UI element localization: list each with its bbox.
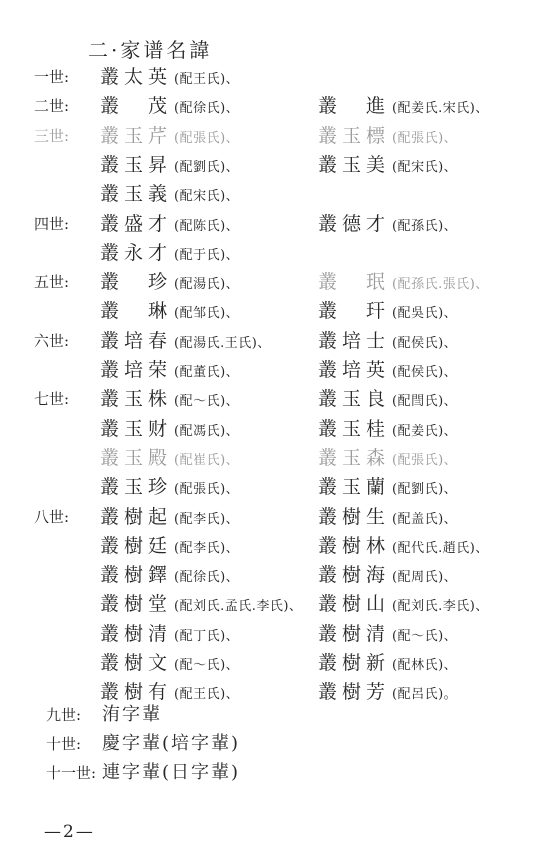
spouse-note: (配～氏)、 bbox=[392, 628, 458, 644]
person-name: 叢樹鐸 bbox=[100, 564, 173, 587]
left-person bbox=[100, 62, 239, 89]
person-name: 叢 茂 bbox=[100, 95, 173, 118]
left-person bbox=[100, 296, 239, 323]
spouse-note: (配張氏)、 bbox=[174, 130, 240, 146]
left-person bbox=[100, 648, 239, 675]
right-person bbox=[318, 414, 457, 441]
person-name: 叢樹堂 bbox=[100, 593, 173, 616]
generation-label: 十一世: bbox=[46, 764, 97, 782]
person-name: 叢 玕 bbox=[318, 300, 391, 323]
generation-row bbox=[0, 472, 547, 500]
person-name: 叢培英 bbox=[318, 359, 391, 381]
generation-row bbox=[0, 91, 547, 119]
left-person bbox=[100, 209, 239, 236]
person-name: 叢樹文 bbox=[100, 652, 173, 674]
spouse-note: (配林氏)、 bbox=[392, 658, 458, 673]
spouse-note: (配湯氏)、 bbox=[174, 277, 240, 293]
right-person bbox=[318, 296, 457, 323]
generation-row bbox=[0, 326, 547, 354]
left-person bbox=[100, 414, 239, 441]
generation-name-pattern: 洧字輩 bbox=[102, 704, 162, 725]
person-name: 叢玉株 bbox=[100, 388, 173, 411]
page-number: —2— bbox=[44, 822, 95, 842]
right-person bbox=[318, 150, 457, 177]
left-person bbox=[100, 150, 239, 177]
generation-row bbox=[0, 502, 547, 530]
spouse-note: (配董氏)、 bbox=[174, 365, 240, 380]
person-name: 叢玉森 bbox=[318, 446, 391, 469]
person-name: 叢樹廷 bbox=[100, 534, 173, 557]
spouse-note: (配徐氏)、 bbox=[174, 570, 240, 586]
left-person bbox=[100, 619, 239, 646]
right-person bbox=[318, 677, 457, 704]
spouse-note: (配張氏)、 bbox=[392, 452, 458, 468]
spouse-note: (配姜氏.宋氏)、 bbox=[392, 101, 489, 117]
right-person bbox=[318, 209, 457, 236]
person-name: 叢樹芳 bbox=[318, 681, 391, 704]
spouse-note: (配徐氏)、 bbox=[174, 101, 240, 117]
person-name: 叢 琳 bbox=[100, 300, 173, 323]
right-person bbox=[318, 472, 457, 499]
right-person bbox=[318, 267, 489, 294]
generation-row bbox=[0, 62, 547, 90]
left-person bbox=[100, 91, 239, 118]
person-name: 叢玉珍 bbox=[100, 476, 173, 499]
left-person bbox=[100, 443, 239, 470]
right-person bbox=[318, 648, 457, 675]
spouse-note: (配湯氏.王氏)、 bbox=[174, 335, 271, 351]
left-person bbox=[100, 121, 239, 148]
person-name: 叢樹清 bbox=[318, 622, 391, 645]
person-name: 叢玉標 bbox=[318, 124, 391, 147]
generation-label: 七世: bbox=[34, 390, 70, 409]
person-name: 叢德才 bbox=[318, 212, 391, 235]
generation-row bbox=[0, 209, 547, 237]
generation-label: 八世: bbox=[34, 507, 70, 526]
spouse-note: (配孫氏)、 bbox=[392, 218, 458, 234]
person-name: 叢永才 bbox=[100, 241, 173, 264]
right-person bbox=[318, 121, 457, 148]
right-person bbox=[318, 443, 457, 470]
person-name: 叢玉良 bbox=[318, 388, 391, 411]
spouse-note: (配侯氏)、 bbox=[392, 365, 458, 380]
generation-row bbox=[0, 267, 547, 295]
generation-row bbox=[0, 589, 547, 617]
spouse-note: (配李氏)、 bbox=[174, 540, 240, 556]
spouse-note: (配劉氏)、 bbox=[174, 159, 240, 175]
right-person bbox=[318, 384, 457, 411]
person-name: 叢玉芹 bbox=[100, 124, 173, 147]
spouse-note: (配張氏)、 bbox=[174, 482, 240, 498]
left-person bbox=[100, 560, 239, 587]
right-person bbox=[318, 619, 457, 646]
spouse-note: (配丁氏)、 bbox=[174, 628, 240, 644]
person-name: 叢培春 bbox=[100, 329, 173, 352]
generation-label: 九世: bbox=[46, 706, 82, 724]
person-name: 叢樹清 bbox=[100, 622, 173, 645]
generation-row bbox=[0, 384, 547, 412]
generation-row bbox=[0, 648, 547, 676]
generation-row bbox=[0, 150, 547, 178]
generation-row bbox=[0, 443, 547, 471]
generation-label: 五世: bbox=[34, 273, 70, 292]
right-person bbox=[318, 91, 489, 118]
spouse-note: (配崔氏)、 bbox=[174, 452, 240, 468]
spouse-note: (配王氏)、 bbox=[174, 687, 240, 703]
generation-label: 十世: bbox=[46, 735, 82, 753]
left-person bbox=[100, 589, 302, 616]
person-name: 叢玉蘭 bbox=[318, 476, 391, 499]
page-title: 二·家谱名諱 bbox=[88, 38, 213, 62]
right-person bbox=[318, 502, 457, 529]
spouse-note: (配王氏)、 bbox=[174, 72, 240, 87]
right-person bbox=[318, 560, 457, 587]
person-name: 叢 進 bbox=[318, 95, 391, 118]
left-person bbox=[100, 384, 239, 411]
left-person bbox=[100, 502, 239, 529]
spouse-note: (配陈氏)、 bbox=[174, 218, 240, 234]
spouse-note: (配盖氏)、 bbox=[392, 511, 458, 527]
left-person bbox=[100, 326, 271, 353]
right-person bbox=[318, 355, 457, 382]
person-name: 叢玉财 bbox=[100, 417, 173, 440]
person-name: 叢樹新 bbox=[318, 652, 391, 674]
generation-label: 六世: bbox=[34, 331, 70, 350]
person-name: 叢培荣 bbox=[100, 359, 173, 381]
generation-row bbox=[0, 238, 547, 266]
spouse-note: (配于氏)、 bbox=[174, 247, 240, 263]
spouse-note: (配吳氏)、 bbox=[392, 306, 458, 322]
left-person bbox=[100, 472, 239, 499]
spouse-note: (配孫氏.張氏)、 bbox=[392, 277, 489, 293]
spouse-note: (配李氏)、 bbox=[174, 511, 240, 527]
person-name: 叢樹山 bbox=[318, 593, 391, 616]
spouse-note: (配刘氏.孟氏.李氏)、 bbox=[174, 599, 303, 615]
spouse-note: (配閆氏)、 bbox=[392, 394, 458, 410]
spouse-note: (配宋氏)、 bbox=[174, 189, 240, 205]
spouse-note: (配侯氏)、 bbox=[392, 335, 458, 351]
person-name: 叢玉昇 bbox=[100, 153, 173, 176]
left-person bbox=[100, 179, 239, 206]
person-name: 叢太英 bbox=[100, 66, 173, 88]
generation-row bbox=[0, 531, 547, 559]
spouse-note: (配宋氏)、 bbox=[392, 159, 458, 175]
generation-label: 二世: bbox=[34, 97, 70, 116]
right-person bbox=[318, 326, 457, 353]
person-name: 叢 珉 bbox=[318, 271, 391, 294]
person-name: 叢樹海 bbox=[318, 564, 391, 587]
right-person bbox=[318, 531, 489, 558]
generation-row bbox=[0, 121, 547, 149]
generation-label: 一世: bbox=[34, 68, 70, 86]
generation-label: 三世: bbox=[34, 126, 70, 145]
generation-name-pattern: 連字輩(日字輩) bbox=[102, 762, 241, 783]
generation-row bbox=[0, 296, 547, 324]
spouse-note: (配姜氏)、 bbox=[392, 423, 458, 439]
spouse-note: (配周氏)、 bbox=[392, 570, 458, 586]
spouse-note: (配～氏)、 bbox=[174, 658, 240, 673]
generation-row bbox=[0, 179, 547, 207]
spouse-note: (配呂氏)。 bbox=[392, 687, 458, 703]
person-name: 叢培士 bbox=[318, 329, 391, 352]
person-name: 叢 珍 bbox=[100, 271, 173, 294]
person-name: 叢玉義 bbox=[100, 183, 173, 206]
left-person bbox=[100, 267, 239, 294]
generation-name-pattern: 慶字輩(培字輩) bbox=[102, 733, 241, 754]
generation-label: 四世: bbox=[34, 214, 70, 233]
spouse-note: (配刘氏.李氏)、 bbox=[392, 599, 489, 615]
left-person bbox=[100, 531, 239, 558]
person-name: 叢樹起 bbox=[100, 505, 173, 528]
spouse-note: (配代氏.趙氏)、 bbox=[392, 540, 489, 556]
generation-row bbox=[0, 355, 547, 383]
generation-row bbox=[0, 619, 547, 647]
spouse-note: (配劉氏)、 bbox=[392, 482, 458, 498]
person-name: 叢玉美 bbox=[318, 153, 391, 176]
person-name: 叢盛才 bbox=[100, 212, 173, 235]
person-name: 叢樹有 bbox=[100, 681, 173, 704]
spouse-note: (配～氏)、 bbox=[174, 394, 240, 410]
person-name: 叢玉殿 bbox=[100, 446, 173, 469]
person-name: 叢樹生 bbox=[318, 505, 391, 528]
spouse-note: (配張氏)、 bbox=[392, 130, 458, 146]
spouse-note: (配邹氏)、 bbox=[174, 306, 240, 322]
generation-row bbox=[0, 560, 547, 588]
person-name: 叢玉桂 bbox=[318, 417, 391, 440]
person-name: 叢樹林 bbox=[318, 534, 391, 557]
spouse-note: (配馮氏)、 bbox=[174, 423, 240, 439]
left-person bbox=[100, 238, 239, 265]
generation-row bbox=[0, 677, 547, 705]
generation-row bbox=[0, 414, 547, 442]
left-person bbox=[100, 355, 239, 382]
right-person bbox=[318, 589, 489, 616]
